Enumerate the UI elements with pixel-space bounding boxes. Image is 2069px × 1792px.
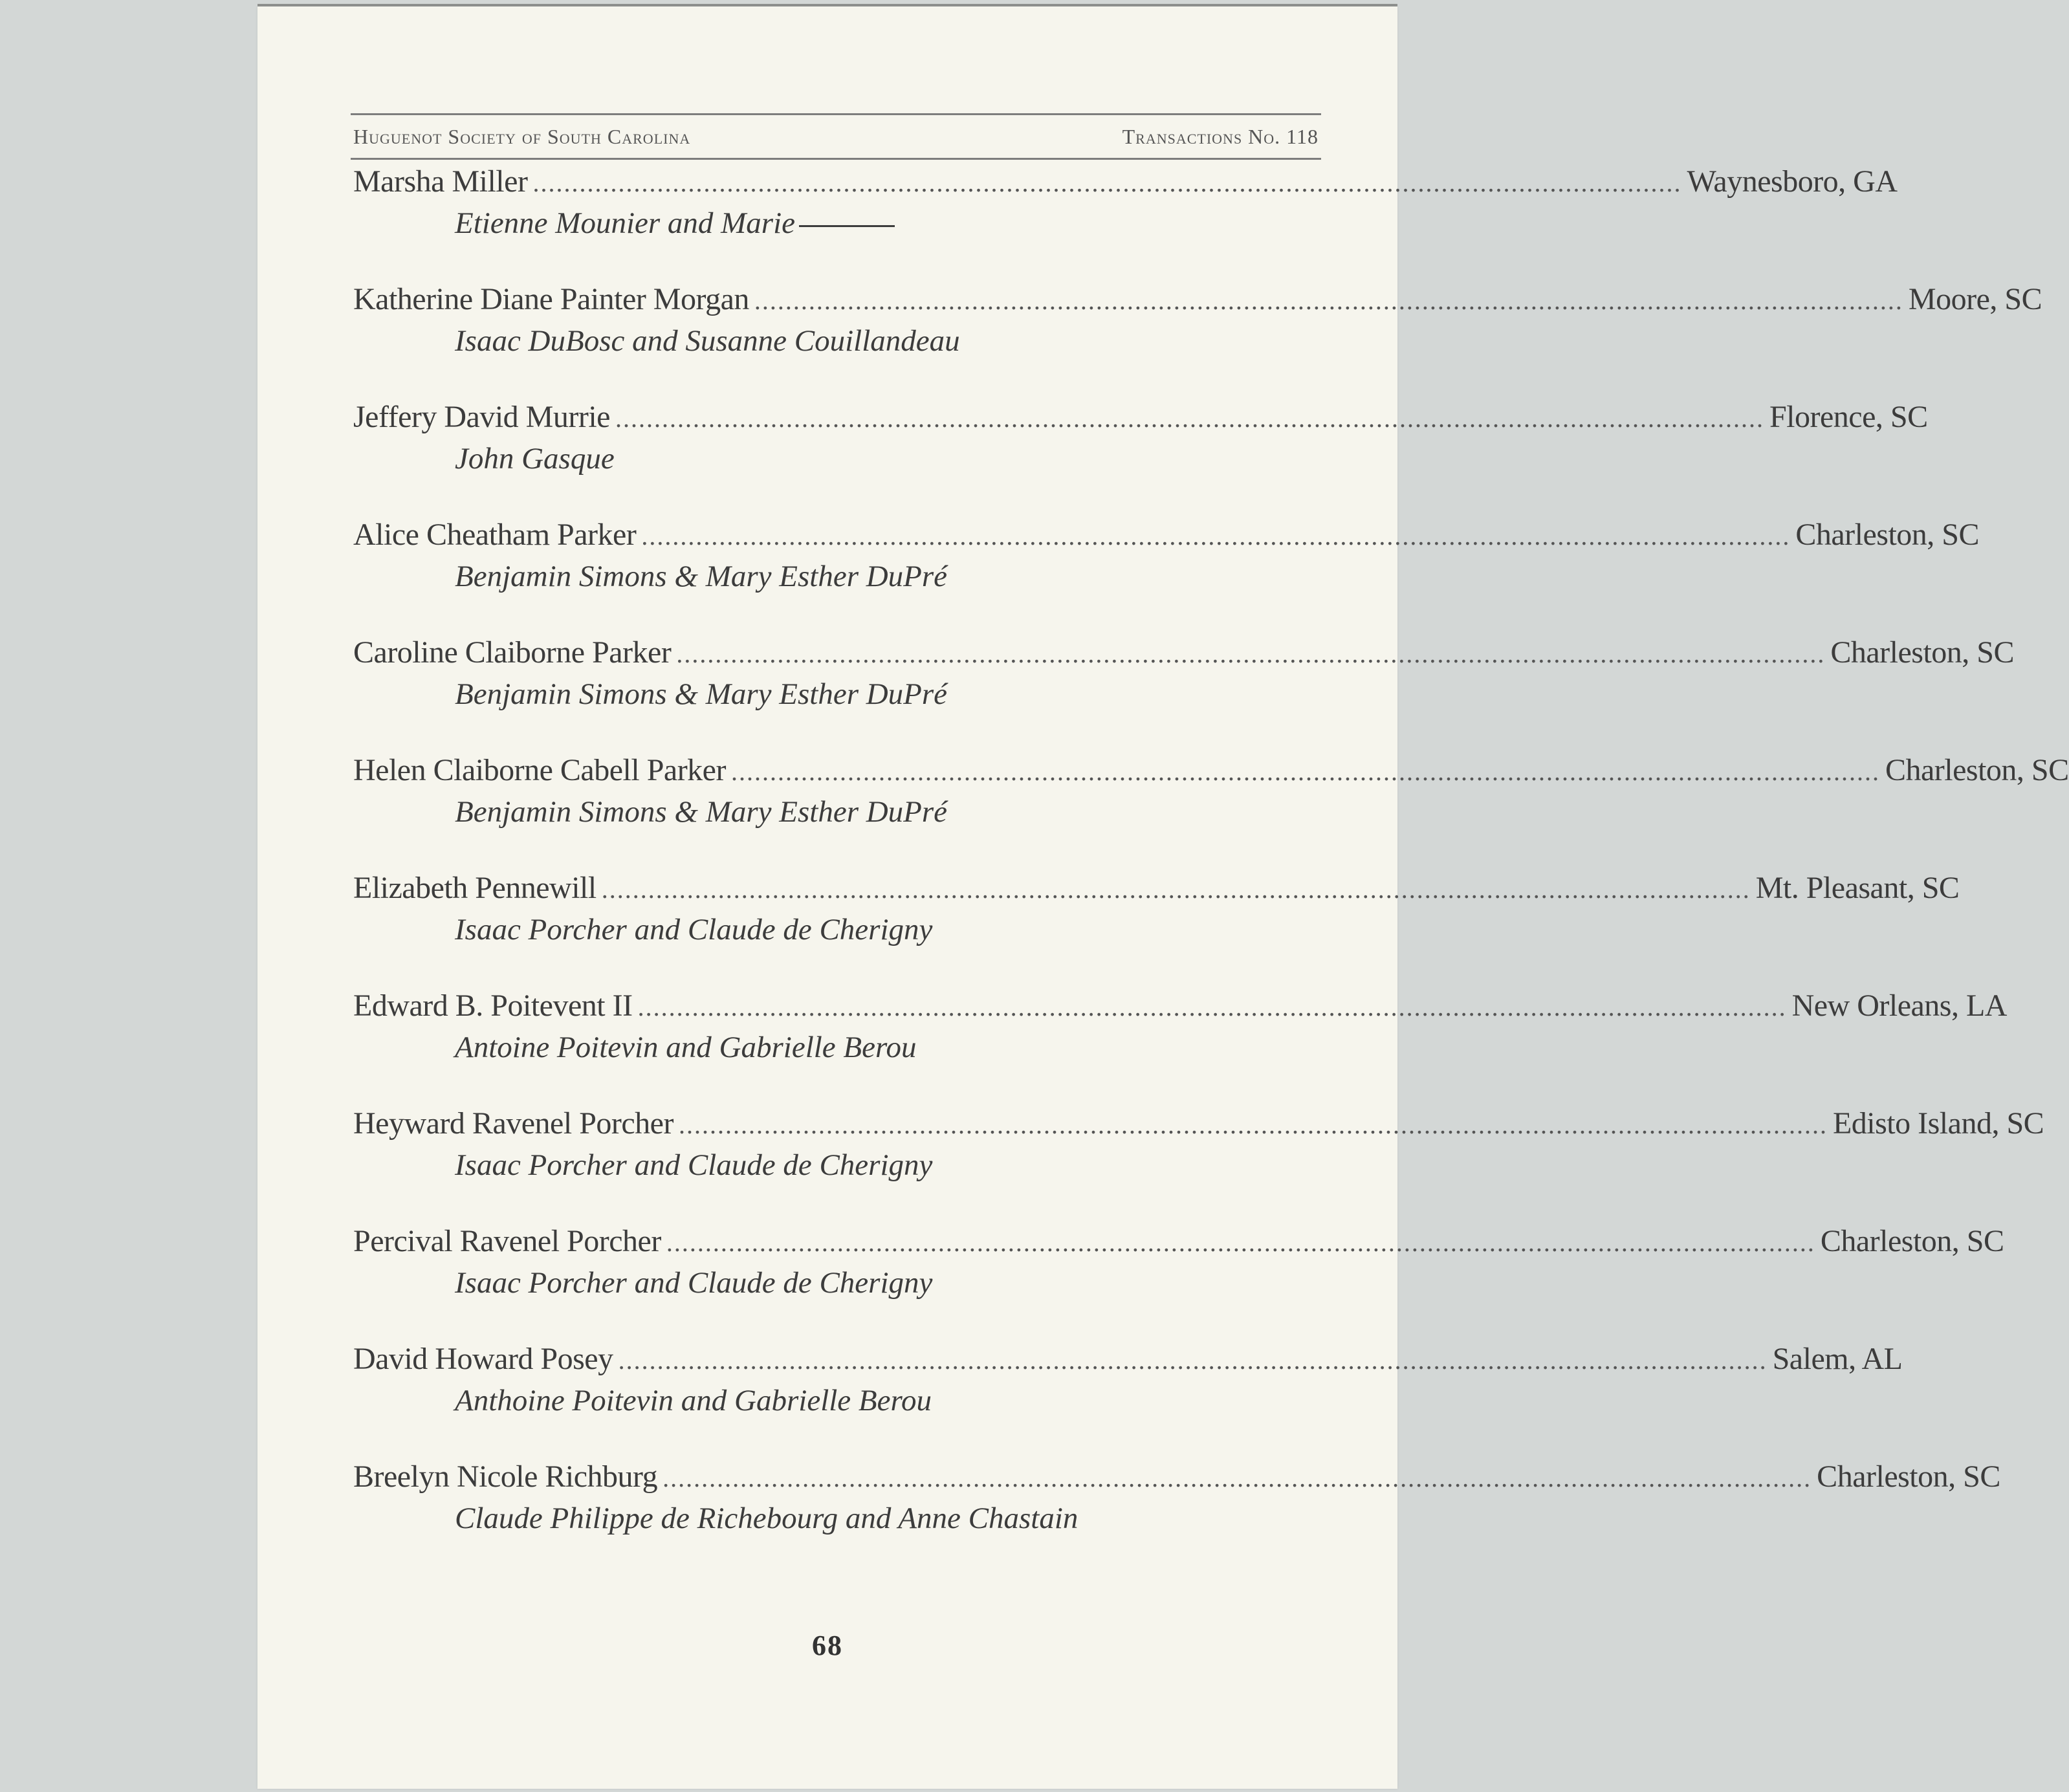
member-entry [353, 515, 1979, 633]
member-name: Edward B. Poitevent II [353, 989, 633, 1023]
dot-leader: .................................................................................................................................................... [618, 1346, 1768, 1375]
dot-leader: .................................................................................................................................................... [637, 992, 1787, 1022]
member-name: Elizabeth Pennewill [353, 871, 597, 905]
dot-leader: .................................................................................................................................................... [676, 639, 1826, 668]
member-location: Florence, SC [1769, 400, 1928, 434]
member-entry [353, 1104, 2044, 1221]
member-entry [353, 1339, 1903, 1457]
running-head-left: Huguenot Society of South Carolina [353, 124, 691, 148]
dot-leader: .................................................................................................................................................... [615, 404, 1764, 433]
member-location: Mt. Pleasant, SC [1755, 871, 1960, 905]
running-head [351, 113, 1321, 160]
ancestor-name: Isaac Porcher and Claude de Cherigny [455, 1266, 933, 1300]
member-line [353, 1457, 2000, 1498]
member-location: Salem, AL [1772, 1342, 1903, 1376]
ancestor-name: Isaac Porcher and Claude de Cherigny [455, 1148, 933, 1182]
member-name: Alice Cheatham Parker [353, 518, 637, 552]
member-location: Charleston, SC [1795, 518, 1979, 552]
member-entry [353, 633, 2015, 750]
running-head-right: Transactions No. 118 [1122, 124, 1319, 148]
member-name: Jeffery David Murrie [353, 400, 610, 434]
ancestor-name: Isaac DuBosc and Susanne Couillandeau [455, 324, 960, 358]
dot-leader: .................................................................................................................................................... [730, 757, 1880, 786]
member-location: Edisto Island, SC [1832, 1106, 2044, 1141]
member-line [353, 750, 2069, 792]
member-line [353, 633, 2015, 674]
dot-leader: .................................................................................................................................................... [641, 521, 1791, 551]
member-line [353, 279, 2042, 321]
ancestor-name: Etienne Mounier and Marie [455, 206, 796, 240]
member-name: David Howard Posey [353, 1342, 613, 1376]
dot-leader: .................................................................................................................................................... [666, 1228, 1815, 1257]
ancestor-name: Benjamin Simons & Mary Esther DuPré [455, 560, 948, 593]
member-entry [353, 986, 2007, 1104]
member-entry [353, 868, 1960, 986]
page-number: 68 [812, 1630, 843, 1661]
member-name: Heyward Ravenel Porcher [353, 1106, 673, 1141]
member-line [353, 515, 1979, 556]
member-location: Charleston, SC [1817, 1459, 2000, 1494]
member-entry [353, 162, 1898, 279]
ancestor-blank-dash [799, 225, 895, 227]
ancestor-name: Antoine Poitevin and Gabrielle Berou [455, 1031, 917, 1064]
member-name: Caroline Claiborne Parker [353, 635, 672, 670]
document-page [257, 6, 2069, 1789]
ancestor-name: Isaac Porcher and Claude de Cherigny [455, 913, 933, 946]
dot-leader: .................................................................................................................................................... [754, 286, 1903, 315]
member-location: Moore, SC [1908, 282, 2042, 316]
member-entry [353, 1221, 2004, 1339]
member-name: Percival Ravenel Porcher [353, 1224, 661, 1258]
member-line [353, 1339, 1903, 1381]
ancestor-name: Benjamin Simons & Mary Esther DuPré [455, 795, 948, 829]
member-line [353, 1104, 2044, 1145]
member-line [353, 397, 1928, 439]
member-name: Katherine Diane Painter Morgan [353, 282, 749, 316]
member-name: Helen Claiborne Cabell Parker [353, 753, 726, 787]
member-line [353, 162, 1898, 203]
member-location: Waynesboro, GA [1687, 164, 1898, 199]
member-location: Charleston, SC [1830, 635, 2015, 670]
ancestor-name: John Gasque [455, 442, 615, 475]
member-location: Charleston, SC [1820, 1224, 2004, 1258]
member-location: New Orleans, LA [1791, 989, 2007, 1023]
member-name: Breelyn Nicole Richburg [353, 1459, 658, 1494]
dot-leader: .................................................................................................................................................... [678, 1110, 1828, 1139]
member-line [353, 1221, 2004, 1263]
member-entry [353, 279, 2042, 397]
member-line [353, 986, 2007, 1027]
member-list [353, 162, 2069, 1575]
member-entry [353, 750, 2069, 868]
ancestor-name: Benjamin Simons & Mary Esther DuPré [455, 677, 948, 711]
dot-leader: .................................................................................................................................................... [662, 1463, 1812, 1492]
dot-leader: .................................................................................................................................................... [532, 168, 1682, 197]
member-location: Charleston, SC [1885, 753, 2069, 787]
ancestor-name: Claude Philippe de Richebourg and Anne Chastain [455, 1502, 1078, 1535]
dot-leader: .................................................................................................................................................... [601, 875, 1751, 904]
member-name: Marsha Miller [353, 164, 528, 199]
member-entry [353, 397, 1928, 515]
ancestor-line [353, 203, 1312, 243]
member-entry [353, 1457, 2000, 1575]
ancestor-name: Anthoine Poitevin and Gabrielle Berou [455, 1384, 932, 1417]
member-line [353, 868, 1960, 910]
